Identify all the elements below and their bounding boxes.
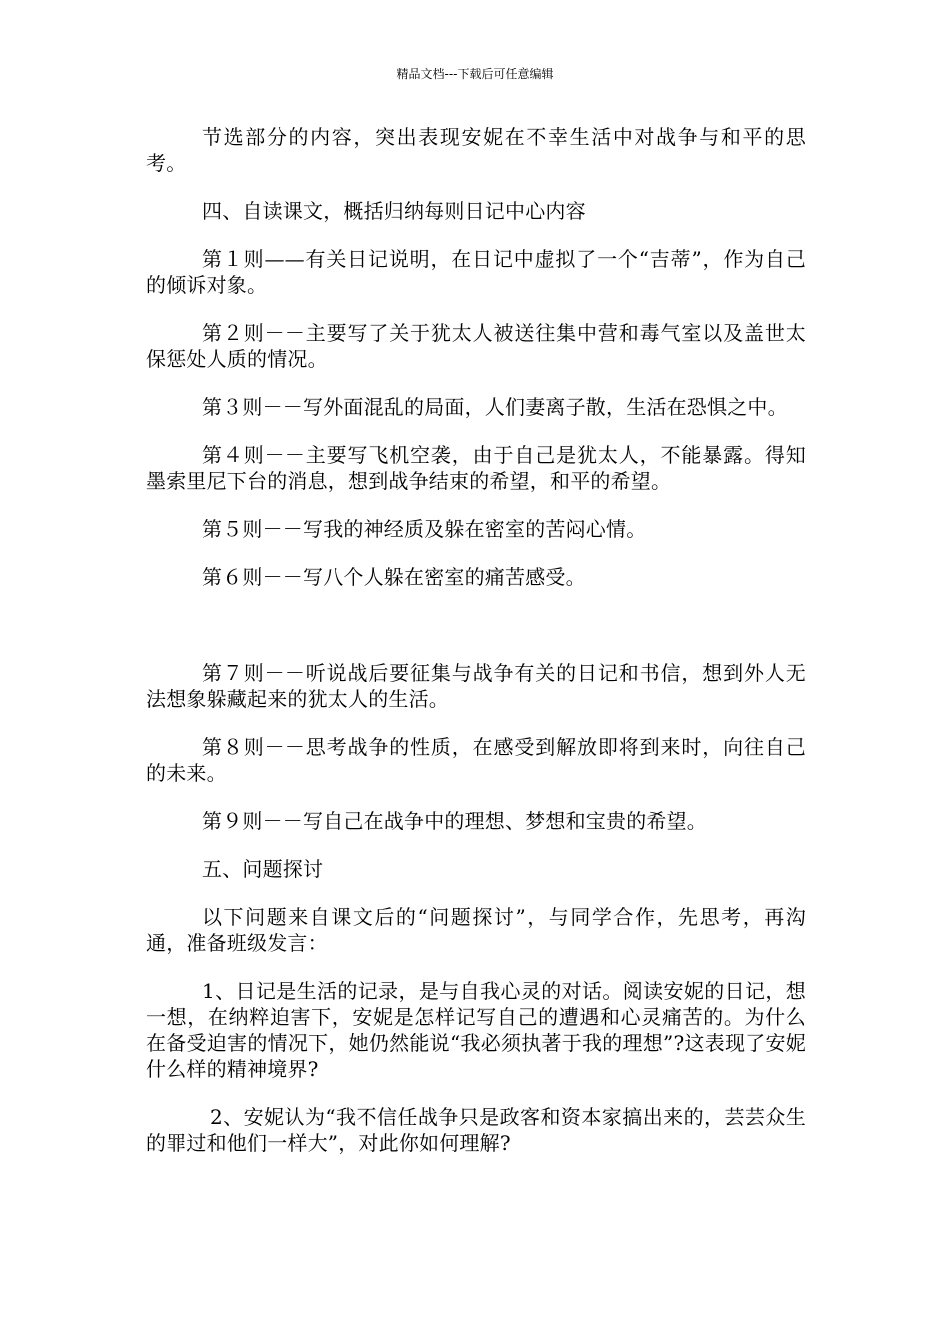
diary-entry-2: 第２则－－主要写了关于犹太人被送往集中营和毒气室以及盖世太保惩处人质的情况。	[146, 321, 806, 371]
section-heading-4: 四、自读课文，概括归纳每则日记中心内容	[202, 199, 586, 223]
diary-entry-1: 第１则——有关日记说明，在日记中虚拟了一个“吉蒂”，作为自己的倾诉对象。	[146, 247, 806, 297]
diary-entry-5: 第５则－－写我的神经质及躲在密室的苦闷心情。	[202, 517, 647, 541]
question-1: 1、日记是生活的记录，是与自我心灵的对话。阅读安妮的日记，想一想，在纳粹迫害下，安妮是怎样记写自己的遭遇和心灵痛苦的。为什么在备受迫害的情况下，她仍然能说“我必须执著于我的理想”?这表现了安妮什么样的精神境界?	[146, 979, 806, 1081]
diary-entry-7: 第７则－－听说战后要征集与战争有关的日记和书信，想到外人无法想象躲藏起来的犹太人的生活。	[146, 661, 806, 711]
diary-entry-9: 第９则－－写自己在战争中的理想、梦想和宝贵的希望。	[202, 809, 707, 833]
diary-entry-3: 第３则－－写外面混乱的局面，人们妻离子散，生活在恐惧之中。	[202, 395, 788, 419]
discussion-intro: 以下问题来自课文后的“问题探讨”，与同学合作，先思考，再沟通，准备班级发言：	[146, 905, 806, 955]
section-heading-5: 五、问题探讨	[202, 857, 324, 881]
document-body	[146, 124, 806, 1178]
page-header: 精品文档---下载后可任意编辑	[396, 67, 554, 81]
diary-entry-6: 第６则－－写八个人躲在密室的痛苦感受。	[202, 565, 586, 589]
diary-entry-4: 第４则－－主要写飞机空袭，由于自己是犹太人，不能暴露。得知墨索里尼下台的消息，想到战争结束的希望，和平的希望。	[146, 443, 806, 493]
question-2: 2、安妮认为“我不信任战争只是政客和资本家搞出来的，芸芸众生的罪过和他们一样大”，对此你如何理解?	[146, 1105, 806, 1155]
paragraph-summary: 节选部分的内容，突出表现安妮在不幸生活中对战争与和平的思考。	[146, 125, 806, 175]
diary-entry-8: 第８则－－思考战争的性质，在感受到解放即将到来时，向往自己的未来。	[146, 735, 806, 785]
